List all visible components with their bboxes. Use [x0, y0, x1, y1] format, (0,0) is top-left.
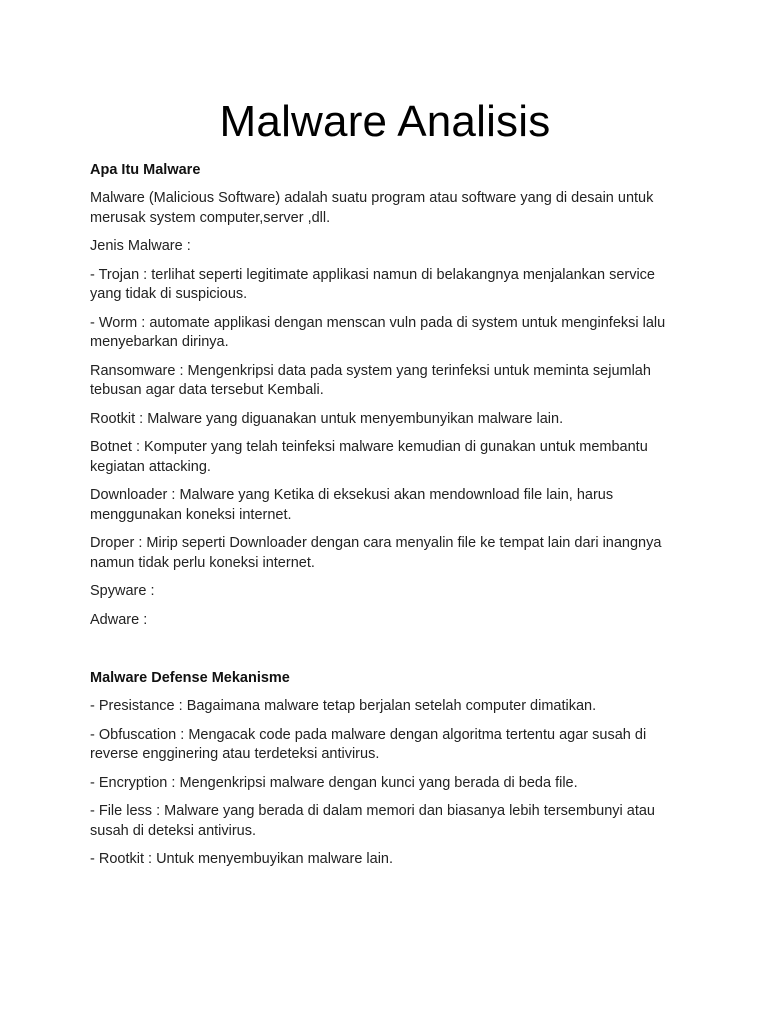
section-heading-malware-defense: Malware Defense Mekanisme — [90, 670, 290, 686]
section-heading-apa-itu-malware: Apa Itu Malware — [90, 162, 201, 178]
paragraph-trojan: - Trojan : terlihat seperti legitimate applikasi namun di belakangnya menjalankan service yang tidak di suspicious. — [90, 266, 655, 302]
paragraph-downloader: Downloader : Malware yang Ketika di eksekusi akan mendownload file lain, harus menggunakan koneksi internet. — [90, 487, 614, 523]
document-title: Malware Analisis — [219, 97, 551, 146]
paragraph-definition: Malware (Malicious Software) adalah suatu program atau software yang di desain untuk merusak system computer,server ,dll. — [90, 190, 654, 226]
paragraph-rootkit-defense: - Rootkit : Untuk menyembuyikan malware lain. — [90, 851, 394, 867]
paragraph-obfuscation: - Obfuscation : Mengacak code pada malware dengan algoritma tertentu agar susah di reverse engginering atau terdeteksi antivirus. — [90, 726, 647, 762]
paragraph-ransomware: Ransomware : Mengenkripsi data pada system yang terinfeksi untuk meminta sejumlah tebusan agar data tersebut Kembali. — [90, 362, 651, 398]
paragraph-adware: Adware : — [90, 611, 148, 628]
section-malware-defense-mekanisme — [90, 669, 680, 870]
paragraph-droper: Droper : Mirip seperti Downloader dengan cara menyalin file ke tempat lain dari inangnya namun tidak perlu koneksi internet. — [90, 535, 662, 571]
paragraph-encryption: - Encryption : Mengenkripsi malware dengan kunci yang berada di beda file. — [90, 774, 578, 791]
paragraph-spyware: Spyware : — [90, 583, 155, 599]
paragraph-rootkit: Rootkit : Malware yang diguanakan untuk menyembunyikan malware lain. — [90, 410, 564, 427]
section-apa-itu-malware — [90, 161, 680, 630]
paragraph-botnet: Botnet : Komputer yang telah teinfeksi malware kemudian di gunakan untuk membantu kegiatan attacking. — [90, 439, 648, 475]
paragraph-presistance: - Presistance : Bagaimana malware tetap berjalan setelah computer dimatikan. — [90, 698, 597, 714]
paragraph-file-less: - File less : Malware yang berada di dalam memori dan biasanya lebih tersembunyi atau susah di deteksi antivirus. — [90, 803, 655, 839]
paragraph-jenis-malware: Jenis Malware : — [90, 238, 191, 254]
paragraph-worm: - Worm : automate applikasi dengan menscan vuln pada di system untuk menginfeksi lalu menyebarkan dirinya. — [90, 314, 666, 350]
